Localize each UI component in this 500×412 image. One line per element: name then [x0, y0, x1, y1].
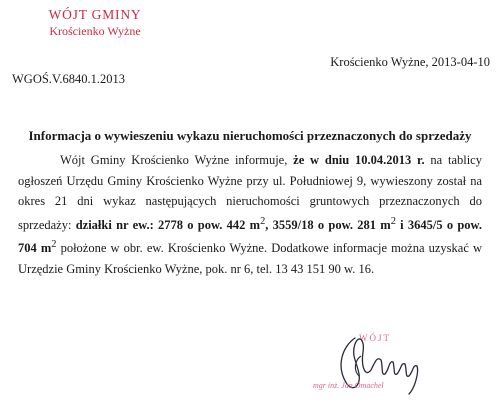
body-closing: położone w obr. ew. Krościenko Wyżne. Dodatkowe informacje można uzyskać w Urzędzie Gminy Krościenko Wyżne, pok. nr 6, tel. 13 43 151 90 w. 16.: [18, 241, 482, 276]
body-date-bold: że w dniu 10.04.2013 r.: [293, 153, 425, 167]
issuer-municipality: Krościenko Wyżne: [49, 24, 141, 38]
stamp-bottom-text: mgr inż. Jan Omachel: [313, 381, 384, 390]
issuer-title: WÓJT GMINY: [48, 7, 142, 22]
place-and-date: Krościenko Wyżne, 2013-04-10: [330, 55, 490, 69]
body-notice: na tablicy ogłoszeń Urzędu Gminy Krościenko Wyżne przy ul. Południowej 9, wywieszony został na okres 21 dni wykaz następujących nieruchomości gruntowych przeznaczonych do sprzedaży:: [18, 153, 482, 232]
stamp-top-text: WÓJT: [359, 333, 391, 343]
body-plots-3: i 3645/5 o pow. 704 m: [18, 217, 482, 256]
unit-superscript: 2: [260, 215, 266, 227]
reference-number: WGOŚ.V.6840.1.2013: [12, 72, 125, 86]
body-plots-2: , 3559/18 o pow. 281 m: [265, 217, 391, 232]
unit-superscript: 2: [51, 239, 57, 251]
body-intro: Wójt Gminy Krościenko Wyżne informuje,: [60, 153, 294, 167]
unit-superscript: 2: [390, 215, 396, 227]
document-title: Informacja o wywieszeniu wykazu nieruchomości przeznaczonych do sprzedaży: [28, 128, 472, 143]
body-plots-1: działki nr ew.: 2778 o pow. 442 m: [75, 217, 261, 232]
document-body: [18, 150, 482, 279]
